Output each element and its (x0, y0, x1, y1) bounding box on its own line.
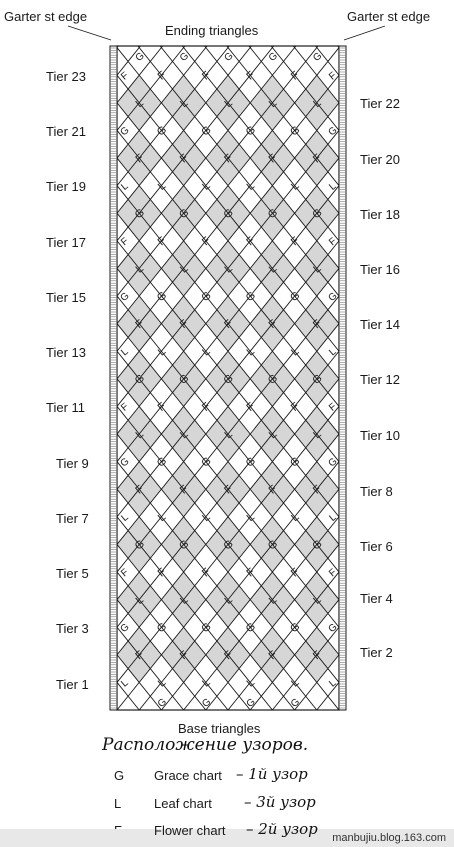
side-triangle-letter: F (119, 566, 131, 580)
block-letter: L (266, 428, 280, 442)
side-triangle-letter: L (327, 346, 339, 359)
tier-label-left: Tier 19 (46, 179, 86, 194)
block-letter: F (311, 483, 324, 497)
legend-title: Расположение узоров. (102, 735, 309, 755)
block-letter: G (288, 123, 303, 139)
tier-label-left: Tier 1 (56, 677, 89, 692)
block-letter: F (200, 234, 213, 249)
block-letter: G (221, 537, 236, 553)
side-triangle-letter: F (327, 566, 339, 580)
block-letter: F (177, 648, 191, 663)
side-triangle-letter: G (118, 621, 132, 636)
block-letter: L (200, 345, 213, 359)
tier-label-right: Tier 6 (360, 539, 393, 554)
side-triangle-letter: F (119, 70, 131, 83)
left-leader-line (68, 26, 111, 40)
block-letter: F (311, 317, 324, 332)
diagonal-line (0, 46, 28, 710)
block-letter: G (177, 372, 192, 387)
side-triangle-letter: G (118, 124, 132, 139)
block-letter: L (266, 97, 280, 111)
block-letter: G (154, 455, 170, 470)
diagonal-line (0, 46, 6, 710)
side-triangle-letter: L (119, 511, 131, 524)
block-letter: F (266, 648, 280, 663)
block-letter: L (311, 593, 324, 607)
block-letter: F (155, 69, 169, 83)
block-letter: G (288, 455, 303, 470)
block-letter: G (310, 206, 325, 222)
block-letter: F (266, 152, 280, 166)
block-letter: G (177, 537, 192, 553)
block-letter: F (177, 152, 191, 166)
block-letter: G (132, 372, 147, 387)
block-letter: G (288, 620, 303, 636)
block-letter: F (177, 317, 191, 332)
block-letter: L (266, 262, 280, 276)
diagonal-line (0, 46, 7, 710)
tier-label-left: Tier 3 (56, 621, 89, 636)
ending-triangle-letter: G (222, 50, 236, 64)
tier-label-right: Tier 20 (360, 152, 400, 167)
block-letter: G (310, 372, 325, 387)
block-letter: F (288, 566, 302, 580)
diagonal-line (0, 46, 117, 710)
legend-note: – 3й узор (244, 793, 316, 811)
block-letter: L (200, 179, 213, 193)
block-letter: F (133, 483, 147, 497)
block-letter: L (289, 511, 302, 525)
block-letter: G (154, 289, 170, 305)
footer-watermark: manbujiu.blog.163.com (332, 832, 446, 844)
side-triangle-letter: L (327, 677, 339, 690)
block-letter: G (310, 537, 325, 553)
block-letter: L (244, 676, 258, 690)
block-letter: G (243, 620, 258, 636)
side-triangle-letter: F (119, 235, 131, 249)
block-letter: F (244, 69, 258, 83)
block-letter: L (222, 262, 235, 276)
diagonal-line (427, 46, 454, 710)
block-letter: F (266, 483, 280, 497)
diagonal-line (450, 46, 454, 710)
block-letter: G (221, 372, 236, 387)
block-letter: G (132, 206, 147, 222)
block-letter: F (133, 648, 147, 663)
block-letter: F (311, 152, 324, 166)
base-triangle-letter: G (155, 696, 169, 710)
diagonal-line (0, 46, 74, 710)
base-triangle-letter: G (244, 696, 258, 710)
block-letter: F (311, 648, 324, 663)
block-letter: L (178, 593, 191, 607)
side-triangle-letter: L (119, 677, 131, 690)
tier-label-right: Tier 10 (360, 428, 400, 443)
ending-triangle-letter: G (133, 50, 147, 64)
tier-label-left: Tier 17 (46, 235, 86, 250)
block-letter: L (178, 428, 191, 442)
block-letter: G (221, 206, 236, 222)
legend-name: Grace chart (154, 768, 222, 783)
block-letter: F (133, 152, 147, 166)
legend-name: Flower chart (154, 823, 226, 838)
tier-label-left: Tier 23 (46, 69, 86, 84)
side-triangle-letter: G (118, 456, 132, 470)
diagonal-line (0, 46, 52, 710)
base-triangles-label: Base triangles (178, 721, 261, 736)
block-letter: L (155, 676, 169, 690)
block-letter: L (133, 428, 147, 442)
diagonal-line (0, 46, 95, 710)
diagonal-line (0, 46, 29, 710)
block-letter: G (243, 123, 258, 139)
block-letter: L (222, 97, 235, 111)
side-triangle-letter: L (119, 180, 131, 193)
tier-label-left: Tier 5 (56, 566, 89, 581)
block-letter: F (155, 400, 169, 414)
ending-triangle-letter: G (311, 50, 325, 64)
block-letter: F (177, 483, 191, 497)
diagonal-line (428, 46, 454, 710)
block-letter: L (200, 676, 213, 690)
ending-triangle-letter: G (266, 50, 280, 64)
side-triangle-letter: G (326, 290, 340, 304)
diagonal-line (0, 46, 96, 710)
block-letter: L (155, 179, 169, 193)
block-letter: L (311, 428, 324, 442)
block-letter: F (155, 234, 169, 249)
tier-label-left: Tier 21 (46, 124, 86, 139)
block-letter: L (244, 345, 258, 359)
block-letter: G (265, 537, 281, 553)
base-triangle-letter: G (200, 696, 214, 710)
block-letter: L (133, 593, 147, 607)
side-triangle-letter: F (119, 401, 131, 414)
diagonal-line (0, 46, 50, 710)
block-letter: L (311, 262, 324, 276)
ending-triangle-letter: G (178, 50, 192, 64)
tier-label-right: Tier 12 (360, 372, 400, 387)
right-garter-edge (339, 46, 346, 710)
tier-label-right: Tier 14 (360, 317, 400, 332)
tier-label-left: Tier 15 (46, 290, 86, 305)
tier-label-right: Tier 16 (360, 262, 400, 277)
block-letter: F (222, 317, 236, 332)
tier-label-right: Tier 4 (360, 591, 393, 606)
tier-label-left: Tier 7 (56, 511, 89, 526)
side-triangle-letter: L (327, 511, 339, 524)
block-letter: L (289, 179, 302, 193)
block-letter: G (199, 455, 214, 470)
ending-triangles-label: Ending triangles (165, 23, 259, 38)
side-triangle-letter: G (118, 290, 132, 304)
block-letter: G (265, 206, 281, 222)
block-letter: L (178, 262, 191, 276)
block-letter: L (133, 262, 147, 276)
side-triangle-letter: F (327, 401, 339, 414)
diagonal-line (406, 46, 454, 710)
block-letter: G (199, 620, 214, 636)
block-letter: L (289, 345, 302, 359)
block-letter: G (265, 372, 281, 387)
block-letter: G (154, 123, 170, 139)
block-letter: L (266, 593, 280, 607)
right-leader-line (344, 26, 385, 40)
block-letter: L (155, 345, 169, 359)
block-letter: F (222, 152, 236, 166)
block-letter: L (244, 179, 258, 193)
block-letter: G (177, 206, 192, 222)
block-letter: F (288, 400, 302, 414)
legend-code: G (114, 768, 125, 783)
block-letter: L (155, 511, 169, 525)
tier-label-right: Tier 18 (360, 207, 400, 222)
side-triangle-letter: F (327, 235, 339, 249)
block-letter: L (222, 593, 235, 607)
legend-note: – 1й узор (236, 765, 308, 783)
block-letter: F (200, 69, 213, 83)
tier-label-right: Tier 8 (360, 484, 393, 499)
tier-label-left: Tier 13 (46, 345, 86, 360)
block-letter: F (200, 566, 213, 580)
block-letter: G (243, 289, 258, 305)
block-letter: G (199, 123, 214, 139)
diagonal-line (0, 46, 73, 710)
block-letter: F (222, 648, 236, 663)
legend-name: Leaf chart (154, 796, 212, 811)
block-letter: F (288, 234, 302, 249)
diagonal-line (404, 46, 454, 710)
block-letter: F (266, 317, 280, 332)
tier-label-left: Tier 9 (56, 456, 89, 471)
block-letter: L (289, 676, 302, 690)
block-letter: G (132, 537, 147, 553)
block-letter: F (244, 566, 258, 580)
block-letter: L (244, 511, 258, 525)
block-letter: F (244, 400, 258, 414)
legend-note: – 2й узор (246, 820, 318, 838)
tier-label-right: Tier 22 (360, 96, 400, 111)
right-edge-label: Garter st edge (347, 9, 431, 24)
side-triangle-letter: G (326, 124, 340, 139)
diagonal-line (449, 46, 454, 710)
block-letter: F (133, 317, 147, 332)
legend-code: L (114, 796, 122, 811)
block-letter: G (288, 289, 303, 305)
block-letter: F (222, 483, 236, 497)
block-letter: L (311, 97, 324, 111)
diagonal-line (0, 46, 118, 710)
left-garter-edge (110, 46, 117, 710)
side-triangle-letter: F (327, 70, 339, 83)
block-letter: F (288, 69, 302, 83)
tier-label-left: Tier 11 (46, 400, 86, 415)
block-letter: G (199, 289, 214, 305)
tier-label-right: Tier 2 (360, 645, 393, 660)
block-letter: G (154, 620, 170, 636)
block-letter: F (155, 566, 169, 580)
block-letter: F (244, 234, 258, 249)
block-letter: L (178, 97, 191, 111)
block-letter: L (222, 428, 235, 442)
side-triangle-letter: G (326, 456, 340, 470)
side-triangle-letter: G (326, 621, 340, 636)
block-letter: F (200, 400, 213, 414)
base-triangle-letter: G (289, 696, 303, 710)
block-letter: L (200, 511, 213, 525)
left-edge-label: Garter st edge (4, 9, 88, 24)
block-letter: G (243, 455, 258, 470)
side-triangle-letter: L (327, 180, 339, 193)
block-letter: L (133, 97, 147, 111)
side-triangle-letter: L (119, 346, 131, 359)
